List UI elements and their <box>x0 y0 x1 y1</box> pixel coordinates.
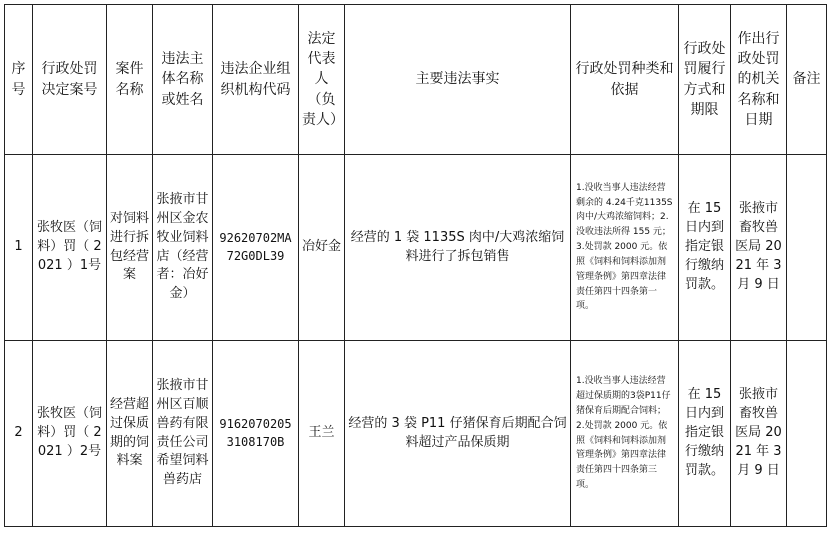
header-case-name: 案件名称 <box>107 5 153 155</box>
cell-case-no: 张牧医（饲料）罚（ 2021 ）2号 <box>33 341 107 527</box>
cell-penalty: 1.没收当事人违法经营超过保质期的3袋P11仔猪保育后期配合饲料；2.处罚款 2000 元。依照《饲料和饲料添加剂管理条例》第四章法律责任第四十四条第三项。 <box>571 341 679 527</box>
cell-party: 张掖市甘州区百顺兽药有限责任公司希望饲料兽药店 <box>153 341 213 527</box>
header-case-no: 行政处罚决定案号 <box>33 5 107 155</box>
cell-org-code: 92620702MA72G0DL39 <box>213 155 299 341</box>
table-row <box>5 341 827 527</box>
table-row <box>5 155 827 341</box>
cell-authority: 张掖市畜牧兽医局 2021 年 3 月 9 日 <box>731 341 787 527</box>
cell-facts: 经营的 1 袋 1135S 肉中/大鸡浓缩饲料进行了拆包销售 <box>345 155 571 341</box>
cell-seq: 1 <box>5 155 33 341</box>
header-row <box>5 5 827 155</box>
cell-seq: 2 <box>5 341 33 527</box>
cell-remark <box>787 155 827 341</box>
cell-legal-rep: 王兰 <box>299 341 345 527</box>
header-execution: 行政处罚履行方式和期限 <box>679 5 731 155</box>
header-penalty: 行政处罚种类和依据 <box>571 5 679 155</box>
penalty-table <box>4 4 827 527</box>
header-org-code: 违法企业组织机构代码 <box>213 5 299 155</box>
cell-authority: 张掖市畜牧兽医局 2021 年 3 月 9 日 <box>731 155 787 341</box>
cell-remark <box>787 341 827 527</box>
cell-case-name: 经营超过保质期的饲料案 <box>107 341 153 527</box>
cell-case-name: 对饲料进行拆包经营案 <box>107 155 153 341</box>
header-seq: 序号 <box>5 5 33 155</box>
header-remark: 备注 <box>787 5 827 155</box>
cell-execution: 在 15日内到指定银行缴纳罚款。 <box>679 155 731 341</box>
cell-legal-rep: 冶好金 <box>299 155 345 341</box>
header-legal-rep: 法定代表人（负责人） <box>299 5 345 155</box>
cell-org-code: 91620702053108170B <box>213 341 299 527</box>
cell-facts: 经营的 3 袋 P11 仔猪保育后期配合饲料超过产品保质期 <box>345 341 571 527</box>
cell-penalty: 1.没收当事人违法经营剩余的 4.24千克1135S肉中/大鸡浓缩饲料；2.没收违法所得 155 元；3.处罚款 2000 元。依照《饲料和饲料添加剂管理条例》第四章法律责任第四十四条第一项。 <box>571 155 679 341</box>
cell-case-no: 张牧医（饲料）罚（ 2021 ）1号 <box>33 155 107 341</box>
cell-party: 张掖市甘州区金农牧业饲料店（经营者：冶好金） <box>153 155 213 341</box>
header-facts: 主要违法事实 <box>345 5 571 155</box>
header-authority: 作出行政处罚的机关名称和日期 <box>731 5 787 155</box>
cell-execution: 在 15日内到指定银行缴纳罚款。 <box>679 341 731 527</box>
header-party: 违法主体名称或姓名 <box>153 5 213 155</box>
